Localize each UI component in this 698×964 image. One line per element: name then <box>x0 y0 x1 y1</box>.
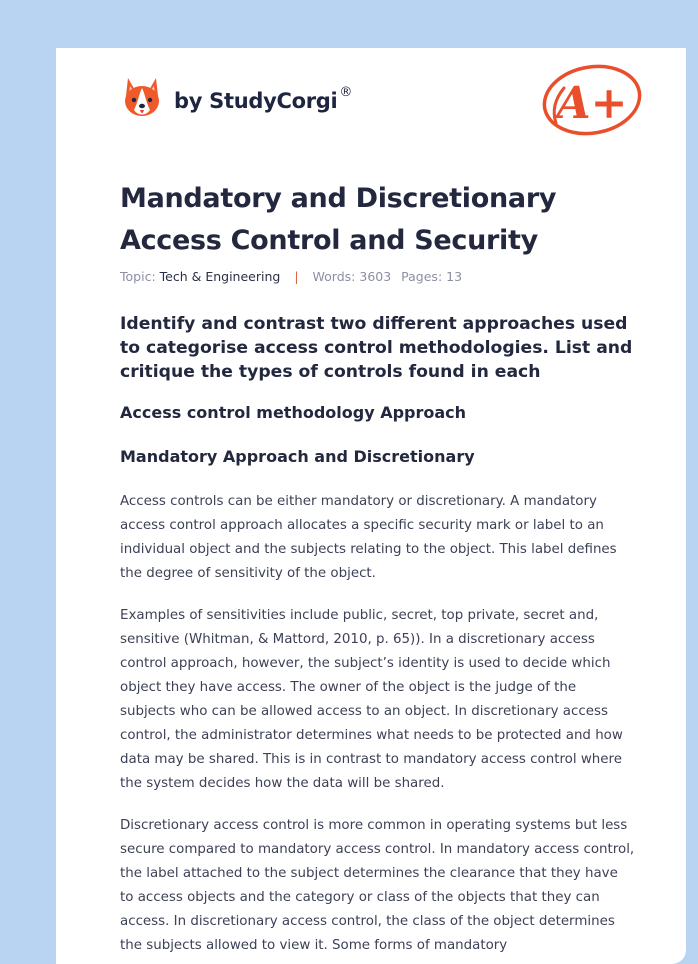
document-page <box>56 48 686 964</box>
paragraph: Examples of sensitivities include public, secret, top private, secret and, sensitive (Whitman, & Mattord, 2010, p. 65)). In a discretionary access control approach, however, the subject’s identity is used to decide which object they have access. The owner of the object is the judge of the subjects who can be allowed access to an object. In discretionary access control, the administrator determines what needs to be protected and how data may be shared. This is in contrast to mandatory access control where the system decides how the data will be shared. <box>120 608 623 791</box>
corgi-logo-icon <box>122 76 162 120</box>
topic-label: Topic: <box>120 269 156 284</box>
words-label: Words: <box>312 269 356 284</box>
question-heading: Identify and contrast two different approaches used to categorise access control methodologies. List and critique the types of controls found in each <box>120 314 633 382</box>
topic-link[interactable]: Tech & Engineering <box>159 269 281 284</box>
essay-meta <box>120 269 462 284</box>
brand-name: by StudyCorgi ® <box>174 85 353 113</box>
grade-label: A+ <box>556 78 628 129</box>
essay-title: Mandatory and Discretionary Access Control and Security <box>120 183 557 256</box>
section-heading-mandatory: Mandatory Approach and Discretionary <box>120 447 475 466</box>
pages-value: 13 <box>446 269 463 284</box>
meta-separator: | <box>294 269 299 284</box>
pages-label: Pages: <box>401 269 443 284</box>
brand[interactable] <box>122 76 352 120</box>
grade-stamp-icon <box>538 60 648 140</box>
section-heading-approach: Access control methodology Approach <box>120 403 467 422</box>
essay-body <box>120 312 635 964</box>
paragraph: Access controls can be either mandatory or discretionary. A mandatory access control approach allocates a specific security mark or label to an individual object and the subjects relating to the object. This label defines the degree of sensitivity of the object. <box>120 494 617 581</box>
paragraph: Discretionary access control is more common in operating systems but less secure compared to mandatory access control. In mandatory access control, the label attached to the subject determines the clearance that they have to access objects and the category or class of the objects that they can access. In discretionary access control, the class of the object determines the subjects allowed to view it. Some forms of mandatory <box>120 818 635 953</box>
words-value: 3603 <box>359 269 392 284</box>
registered-mark: ® <box>339 85 353 100</box>
